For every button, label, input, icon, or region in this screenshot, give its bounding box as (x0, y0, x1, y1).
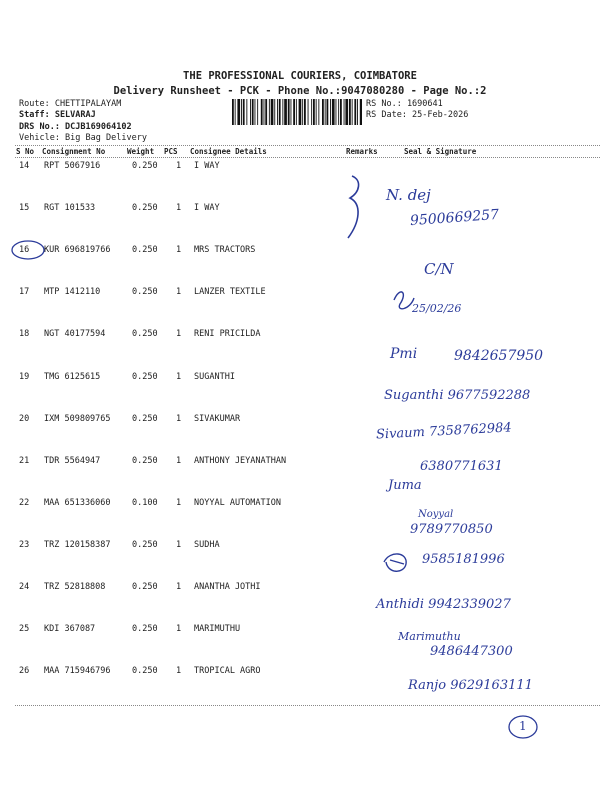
sig-23-scribble (384, 554, 406, 571)
sig-15-phone: 9500669257 (409, 206, 500, 230)
sig-15-name: N. dej (386, 186, 431, 204)
row-consignment: KUR 696819766 (44, 245, 111, 256)
row-consignment: TDR 5564947 (44, 455, 101, 466)
remark-16-cn: C/N (424, 260, 454, 278)
row-consignee: LANZER TEXTILE (194, 287, 266, 298)
sig-18-name: Pmi (390, 346, 418, 362)
row-consignment: TMG 6125615 (44, 371, 101, 382)
remarks-brace-mark (348, 176, 359, 238)
row-consignment: NGT 40177594 (44, 329, 106, 340)
row-consignee: I WAY (194, 203, 220, 214)
row-sno: 15 (19, 203, 30, 214)
row-consignment: TRZ 52818808 (44, 582, 106, 592)
row-consignment: MAA 651336060 (44, 497, 111, 508)
row-weight: 0.250 (132, 624, 158, 635)
row-pcs: 1 (176, 455, 182, 466)
row-consignment: RGT 101533 (44, 203, 96, 214)
row-weight: 0.250 (132, 582, 158, 592)
row-sno: 24 (19, 582, 30, 592)
row-consignment: KDI 367087 (44, 624, 96, 635)
sig-19: Suganthi 9677592288 (384, 388, 531, 403)
route-label: Route: CHETTIPALAYAM (19, 99, 122, 109)
row-consignee: SUDHA (194, 539, 220, 550)
row-consignment: MAA 715946796 (44, 666, 111, 677)
row-sno: 26 (19, 666, 30, 677)
sig-17-scribble (394, 292, 414, 309)
runsheet-title: Delivery Runsheet - PCK - Phone No.:9047080280 - Page No.:2 (113, 85, 487, 97)
row-pcs: 1 (176, 413, 182, 424)
row-pcs: 1 (176, 161, 182, 171)
sig-17-date: 25/02/26 (412, 302, 462, 315)
col-seal-signature: Seal & Signature (404, 147, 477, 156)
row-consignment: RPT 5067916 (44, 161, 101, 171)
row-pcs: 1 (176, 287, 182, 298)
col-remarks: Remarks (346, 147, 378, 156)
sig-22-phone: 9789770850 (410, 522, 493, 537)
sig-22-name: Noyyal (418, 509, 454, 520)
row-consignee: ANANTHA JOTHI (194, 582, 261, 592)
rs-date: RS Date: 25-Feb-2026 (366, 110, 469, 120)
sig-18-phone: 9842657950 (454, 348, 544, 364)
row-consignee: RENI PRICILDA (194, 329, 261, 340)
row-weight: 0.250 (132, 287, 158, 298)
row-consignee: I WAY (194, 161, 220, 171)
row-pcs: 1 (176, 582, 182, 592)
row-weight: 0.250 (132, 371, 158, 382)
row-sno: 14 (19, 161, 30, 171)
row-consignee: NOYYAL AUTOMATION (194, 497, 281, 508)
row-consignee: ANTHONY JEYANATHAN (194, 455, 287, 466)
row-weight: 0.250 (132, 329, 158, 340)
drs-label: DRS No.: DCJB169064102 (19, 122, 132, 132)
row-pcs: 1 (176, 539, 182, 550)
row-weight: 0.250 (132, 161, 158, 171)
row-consignment: MTP 1412110 (44, 287, 101, 298)
sig-23-phone: 9585181996 (422, 552, 505, 567)
row-sno: 16 (19, 245, 30, 256)
row-consignee: SUGANTHI (194, 371, 235, 382)
page-number-mark: 1 (519, 719, 527, 733)
vehicle-label: Vehicle: Big Bag Delivery (19, 133, 147, 143)
row-pcs: 1 (176, 329, 182, 340)
sig-24: Anthidi 9942339027 (376, 597, 511, 612)
row-16-circle-mark (12, 241, 44, 259)
row-weight: 0.250 (132, 203, 158, 214)
row-weight: 0.250 (132, 245, 158, 256)
row-pcs: 1 (176, 497, 182, 508)
row-pcs: 1 (176, 245, 182, 256)
staff-label: Staff: SELVARAJ (19, 110, 96, 120)
row-pcs: 1 (176, 624, 182, 635)
row-weight: 0.250 (132, 539, 158, 550)
row-pcs: 1 (176, 371, 182, 382)
row-sno: 22 (19, 497, 30, 508)
sig-21-phone: 6380771631 (420, 459, 503, 474)
rs-number: RS No.: 1690641 (366, 99, 443, 109)
col-consignee: Consignee Details (190, 147, 267, 156)
sig-26: Ranjo 9629163111 (408, 678, 533, 693)
row-consignee: TROPICAL AGRO (194, 666, 261, 677)
row-pcs: 1 (176, 203, 182, 214)
row-sno: 17 (19, 287, 30, 298)
sig-25-phone: 9486447300 (430, 644, 513, 659)
row-sno: 25 (19, 624, 30, 635)
row-weight: 0.250 (132, 413, 158, 424)
row-consignee: MRS TRACTORS (194, 245, 256, 256)
row-consignment: IXM 509809765 (44, 413, 111, 424)
row-sno: 21 (19, 455, 30, 466)
row-consignee: SIVAKUMAR (194, 413, 241, 424)
row-weight: 0.250 (132, 666, 158, 677)
row-sno: 19 (19, 371, 30, 382)
row-sno: 18 (19, 329, 30, 340)
row-consignee: MARIMUTHU (194, 624, 241, 635)
col-sno: S No (16, 147, 35, 156)
company-title: THE PROFESSIONAL COURIERS, COIMBATORE (183, 70, 417, 82)
row-sno: 20 (19, 413, 30, 424)
row-weight: 0.250 (132, 455, 158, 466)
row-sno: 23 (19, 539, 30, 550)
sig-21-name: Juma (388, 478, 422, 493)
row-pcs: 1 (176, 666, 182, 677)
col-consignment: Consignment No (42, 147, 106, 156)
sig-25-name: Marimuthu (398, 630, 461, 643)
row-weight: 0.100 (132, 497, 158, 508)
col-weight: Weight (127, 147, 155, 156)
sig-20: Sivaum 7358762984 (375, 420, 513, 443)
col-pcs: PCS (164, 147, 178, 156)
row-consignment: TRZ 120158387 (44, 539, 111, 550)
